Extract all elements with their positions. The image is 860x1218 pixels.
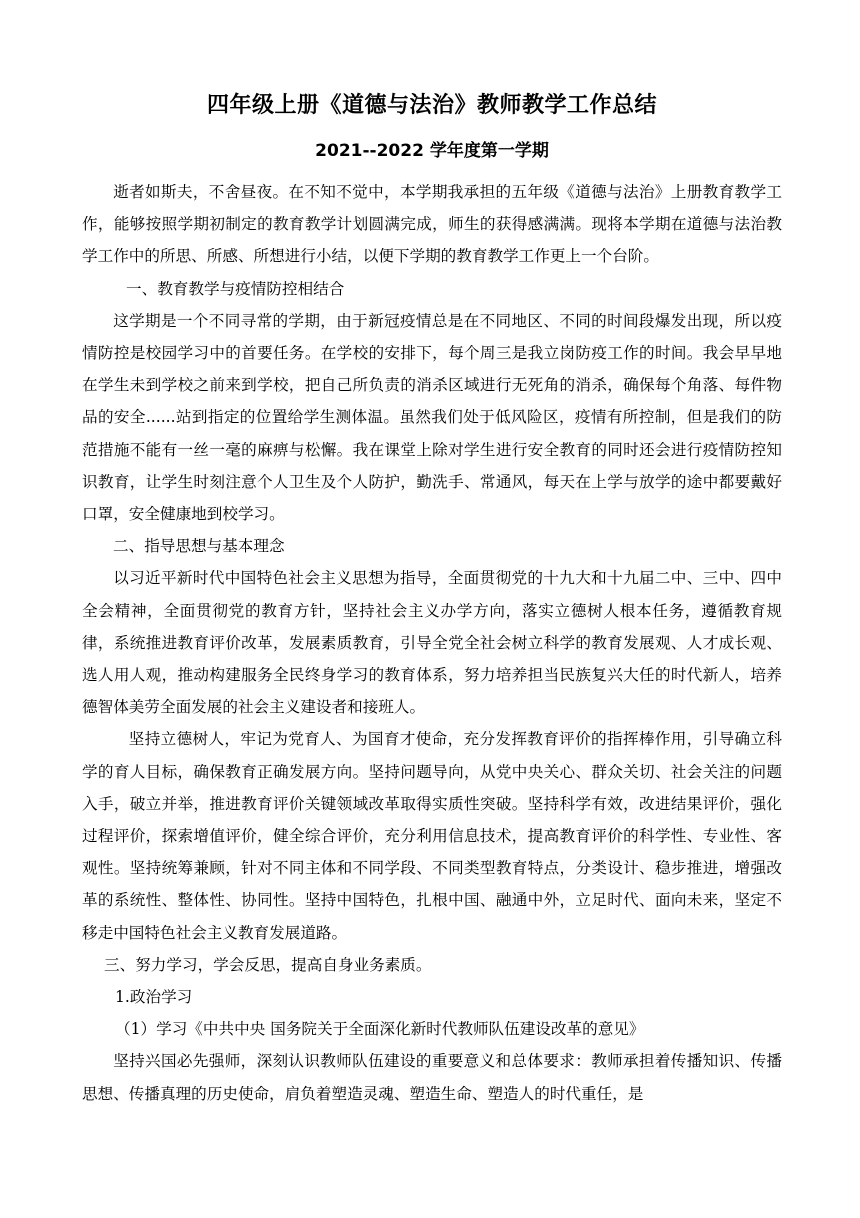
document-body — [82, 176, 782, 1110]
intro-paragraph: 逝者如斯夫，不舍昼夜。在不知不觉中，本学期我承担的五年级《道德与法治》上册教育教学工作，能够按照学期初制定的教育教学计划圆满完成，师生的获得感满满。现将本学期在道德与法治教学工作中的所思、所感、所想进行小结，以便下学期的教育教学工作更上一个台阶。 — [82, 183, 782, 266]
subsection-heading-political-study: 1.政治学习 — [115, 988, 193, 1007]
document-page — [82, 86, 782, 1110]
document-subtitle: 2021--2022 学年度第一学期 — [315, 141, 549, 161]
subsection-item-1: （1）学习《中共中央 国务院关于全面深化新时代教师队伍建设改革的意见》 — [115, 1020, 645, 1039]
section-heading-3: 三、努力学习，学会反思，提高自身业务素质。 — [104, 955, 432, 974]
subsection-item-1-paragraph: 坚持兴国必先强师，深刻认识教师队伍建设的重要意义和总体要求：教师承担着传播知识、传播思想、传播真理的历史使命，肩负着塑造灵魂、塑造生命、塑造人的时代重任，是 — [82, 1052, 782, 1103]
section-heading-1: 一、教育教学与疫情防控相结合 — [126, 279, 345, 298]
section-2-paragraph-2: 坚持立德树人，牢记为党育人、为国育才使命，充分发挥教育评价的指挥棒作用，引导确立科学的育人目标，确保教育正确发展方向。坚持问题导向，从党中央关心、群众关切、社会关注的问题入手，破立并举，推进教育评价关键领域改革取得实质性突破。坚持科学有效，改进结果评价，强化过程评价，探索增值评价，健全综合评价，充分利用信息技术，提高教育评价的科学性、专业性、客观性。坚持统筹兼顾，针对不同主体和不同学段、不同类型教育特点，分类设计、稳步推进，增强改革的系统性、整体性、协同性。坚持中国特色，扎根中国、融通中外，立足时代、面向未来，坚定不移走中国特色社会主义教育发展道路。 — [82, 730, 782, 942]
section-heading-2: 二、指导思想与基本理念 — [113, 537, 285, 556]
section-2-paragraph-1: 以习近平新时代中国特色社会主义思想为指导，全面贯彻党的十九大和十九届二中、三中、四中全会精神，全面贯彻党的教育方针，坚持社会主义办学方向，落实立德树人根本任务，遵循教育规律，系统推进教育评价改革，发展素质教育，引导全党全社会树立科学的教育发展观、人才成长观、选人用人观，推动构建服务全民终身学习的教育体系，努力培养担当民族复兴大任的时代新人，培养德智体美劳全面发展的社会主义建设者和接班人。 — [82, 569, 782, 717]
section-1-paragraph: 这学期是一个不同寻常的学期，由于新冠疫情总是在不同地区、不同的时间段爆发出现，所以疫情防控是校园学习中的首要任务。在学校的安排下，每个周三是我立岗防疫工作的时间。我会早早地在学生未到学校之前来到学校，把自己所负责的消杀区域进行无死角的消杀，确保每个角落、每件物品的安全......站到指定的位置给学生测体温。虽然我们处于低风险区，疫情有所控制，但是我们的防范措施不能有一丝一毫的麻痹与松懈。我在课堂上除对学生进行安全教育的同时还会进行疫情防控知识教育，让学生时刻注意个人卫生及个人防护，勤洗手、常通风，每天在上学与放学的途中都要戴好口罩，安全健康地到校学习。 — [82, 311, 782, 524]
document-title: 四年级上册《道德与法治》教师教学工作总结 — [206, 93, 657, 118]
